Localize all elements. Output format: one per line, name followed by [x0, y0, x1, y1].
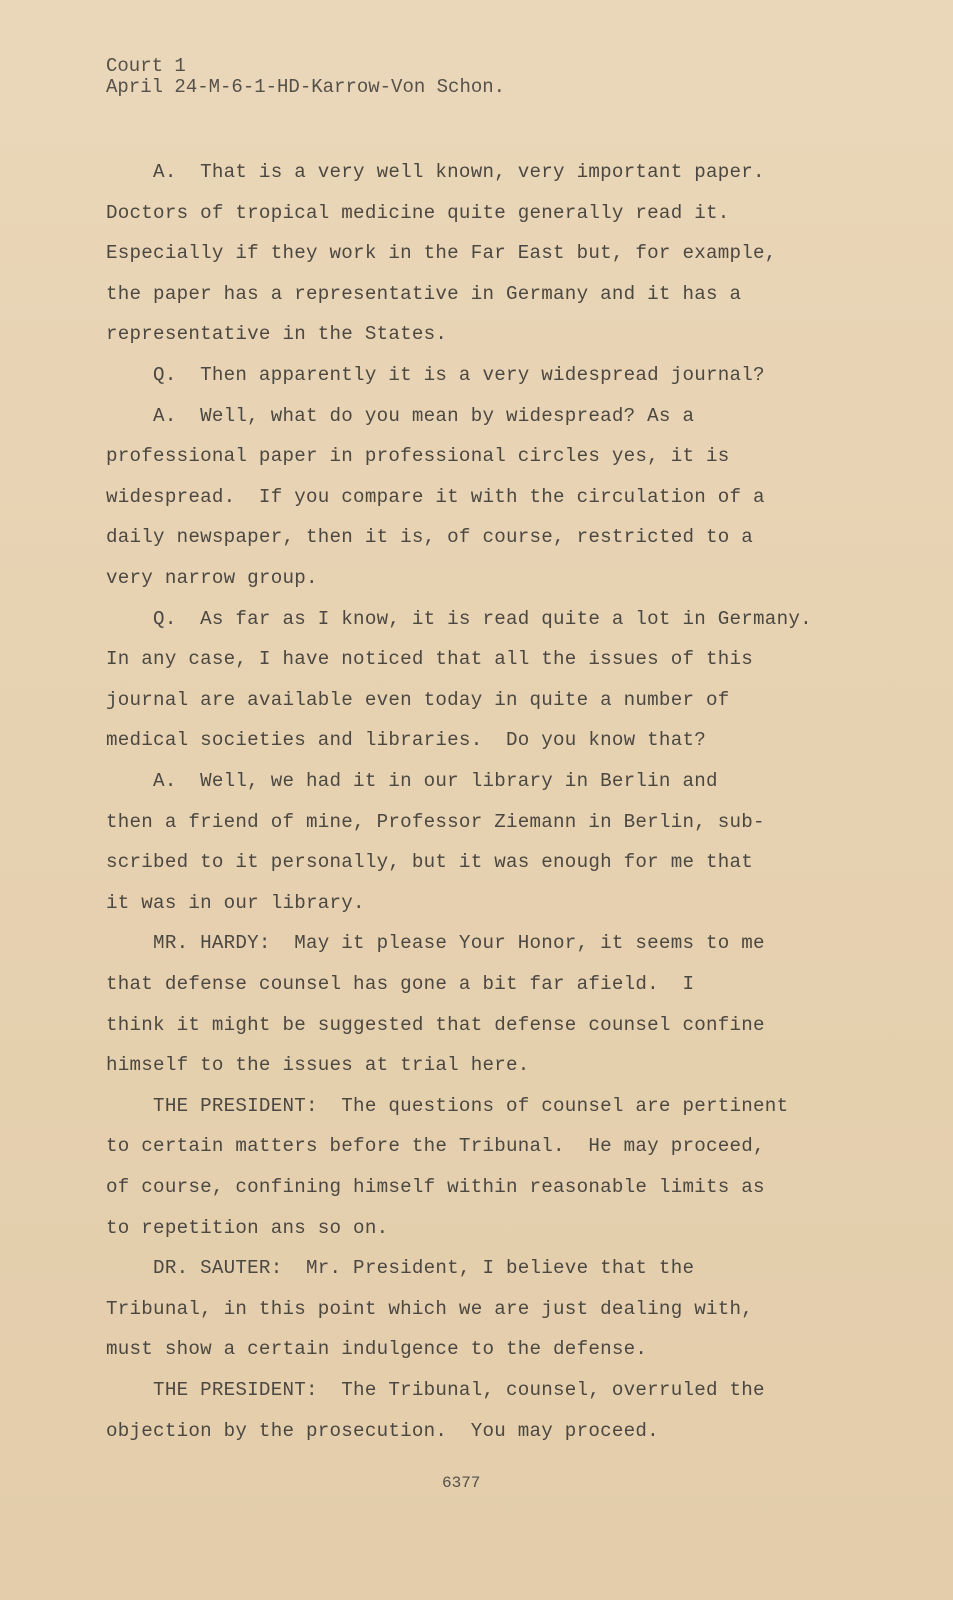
- transcript-line: very narrow group.: [106, 567, 318, 589]
- transcript-line: A. That is a very well known, very important paper.: [106, 161, 765, 183]
- transcript-line: daily newspaper, then it is, of course, restricted to a: [106, 526, 754, 549]
- page-number: 6377: [442, 1474, 481, 1492]
- transcript-line: In any case, I have noticed that all the issues of this: [106, 648, 754, 671]
- transcript-line: Tribunal, in this point which we are just dealing with,: [106, 1297, 754, 1320]
- transcript-line: professional paper in professional circles yes, it is: [106, 445, 730, 468]
- transcript-line: THE PRESIDENT: The questions of counsel are pertinent: [106, 1094, 789, 1117]
- transcript-line: A. Well, what do you mean by widespread? As a: [106, 404, 695, 427]
- transcript-line: Especially if they work in the Far East but, for example,: [106, 242, 777, 265]
- transcript-line: Q. As far as I know, it is read quite a lot in Germany.: [106, 607, 812, 630]
- transcript-line: widespread. If you compare it with the circulation of a: [106, 485, 765, 508]
- transcript-line: to certain matters before the Tribunal. He may proceed,: [106, 1135, 765, 1158]
- transcript-line: then a friend of mine, Professor Ziemann in Berlin, sub-: [106, 810, 765, 833]
- transcript-line: it was in our library.: [106, 891, 365, 914]
- transcript-line: journal are available even today in quite a number of: [106, 688, 730, 711]
- transcript-line: DR. SAUTER: Mr. President, I believe that the: [106, 1257, 695, 1280]
- transcript-line: that defense counsel has gone a bit far afield. I: [106, 973, 695, 995]
- transcript-line: himself to the issues at trial here.: [106, 1054, 530, 1077]
- transcript-line: medical societies and libraries. Do you know that?: [106, 729, 706, 752]
- transcript-line: MR. HARDY: May it please Your Honor, it seems to me: [106, 932, 765, 955]
- transcript-line: to repetition ans so on.: [106, 1216, 389, 1239]
- transcript-line: the paper has a representative in Germany and it has a: [106, 282, 742, 305]
- transcript-line: Q. Then apparently it is a very widespread journal?: [106, 364, 765, 386]
- transcript-line: think it might be suggested that defense counsel confine: [106, 1013, 765, 1036]
- document-header: [106, 56, 505, 98]
- transcript-line: Doctors of tropical medicine quite generally read it.: [106, 201, 730, 224]
- case-line: April 24-M-6-1-HD-Karrow-Von Schon.: [106, 76, 506, 98]
- transcript-line: scribed to it personally, but it was enough for me that: [106, 851, 754, 874]
- transcript-line: of course, confining himself within reasonable limits as: [106, 1176, 765, 1198]
- transcript-line: must show a certain indulgence to the defense.: [106, 1338, 648, 1361]
- transcript-line: representative in the States.: [106, 323, 448, 346]
- transcript-line: A. Well, we had it in our library in Berlin and: [106, 770, 718, 792]
- transcript-line: objection by the prosecution. You may proceed.: [106, 1419, 659, 1442]
- transcript-line: THE PRESIDENT: The Tribunal, counsel, overruled the: [106, 1379, 765, 1401]
- court-label: Court 1: [106, 55, 186, 77]
